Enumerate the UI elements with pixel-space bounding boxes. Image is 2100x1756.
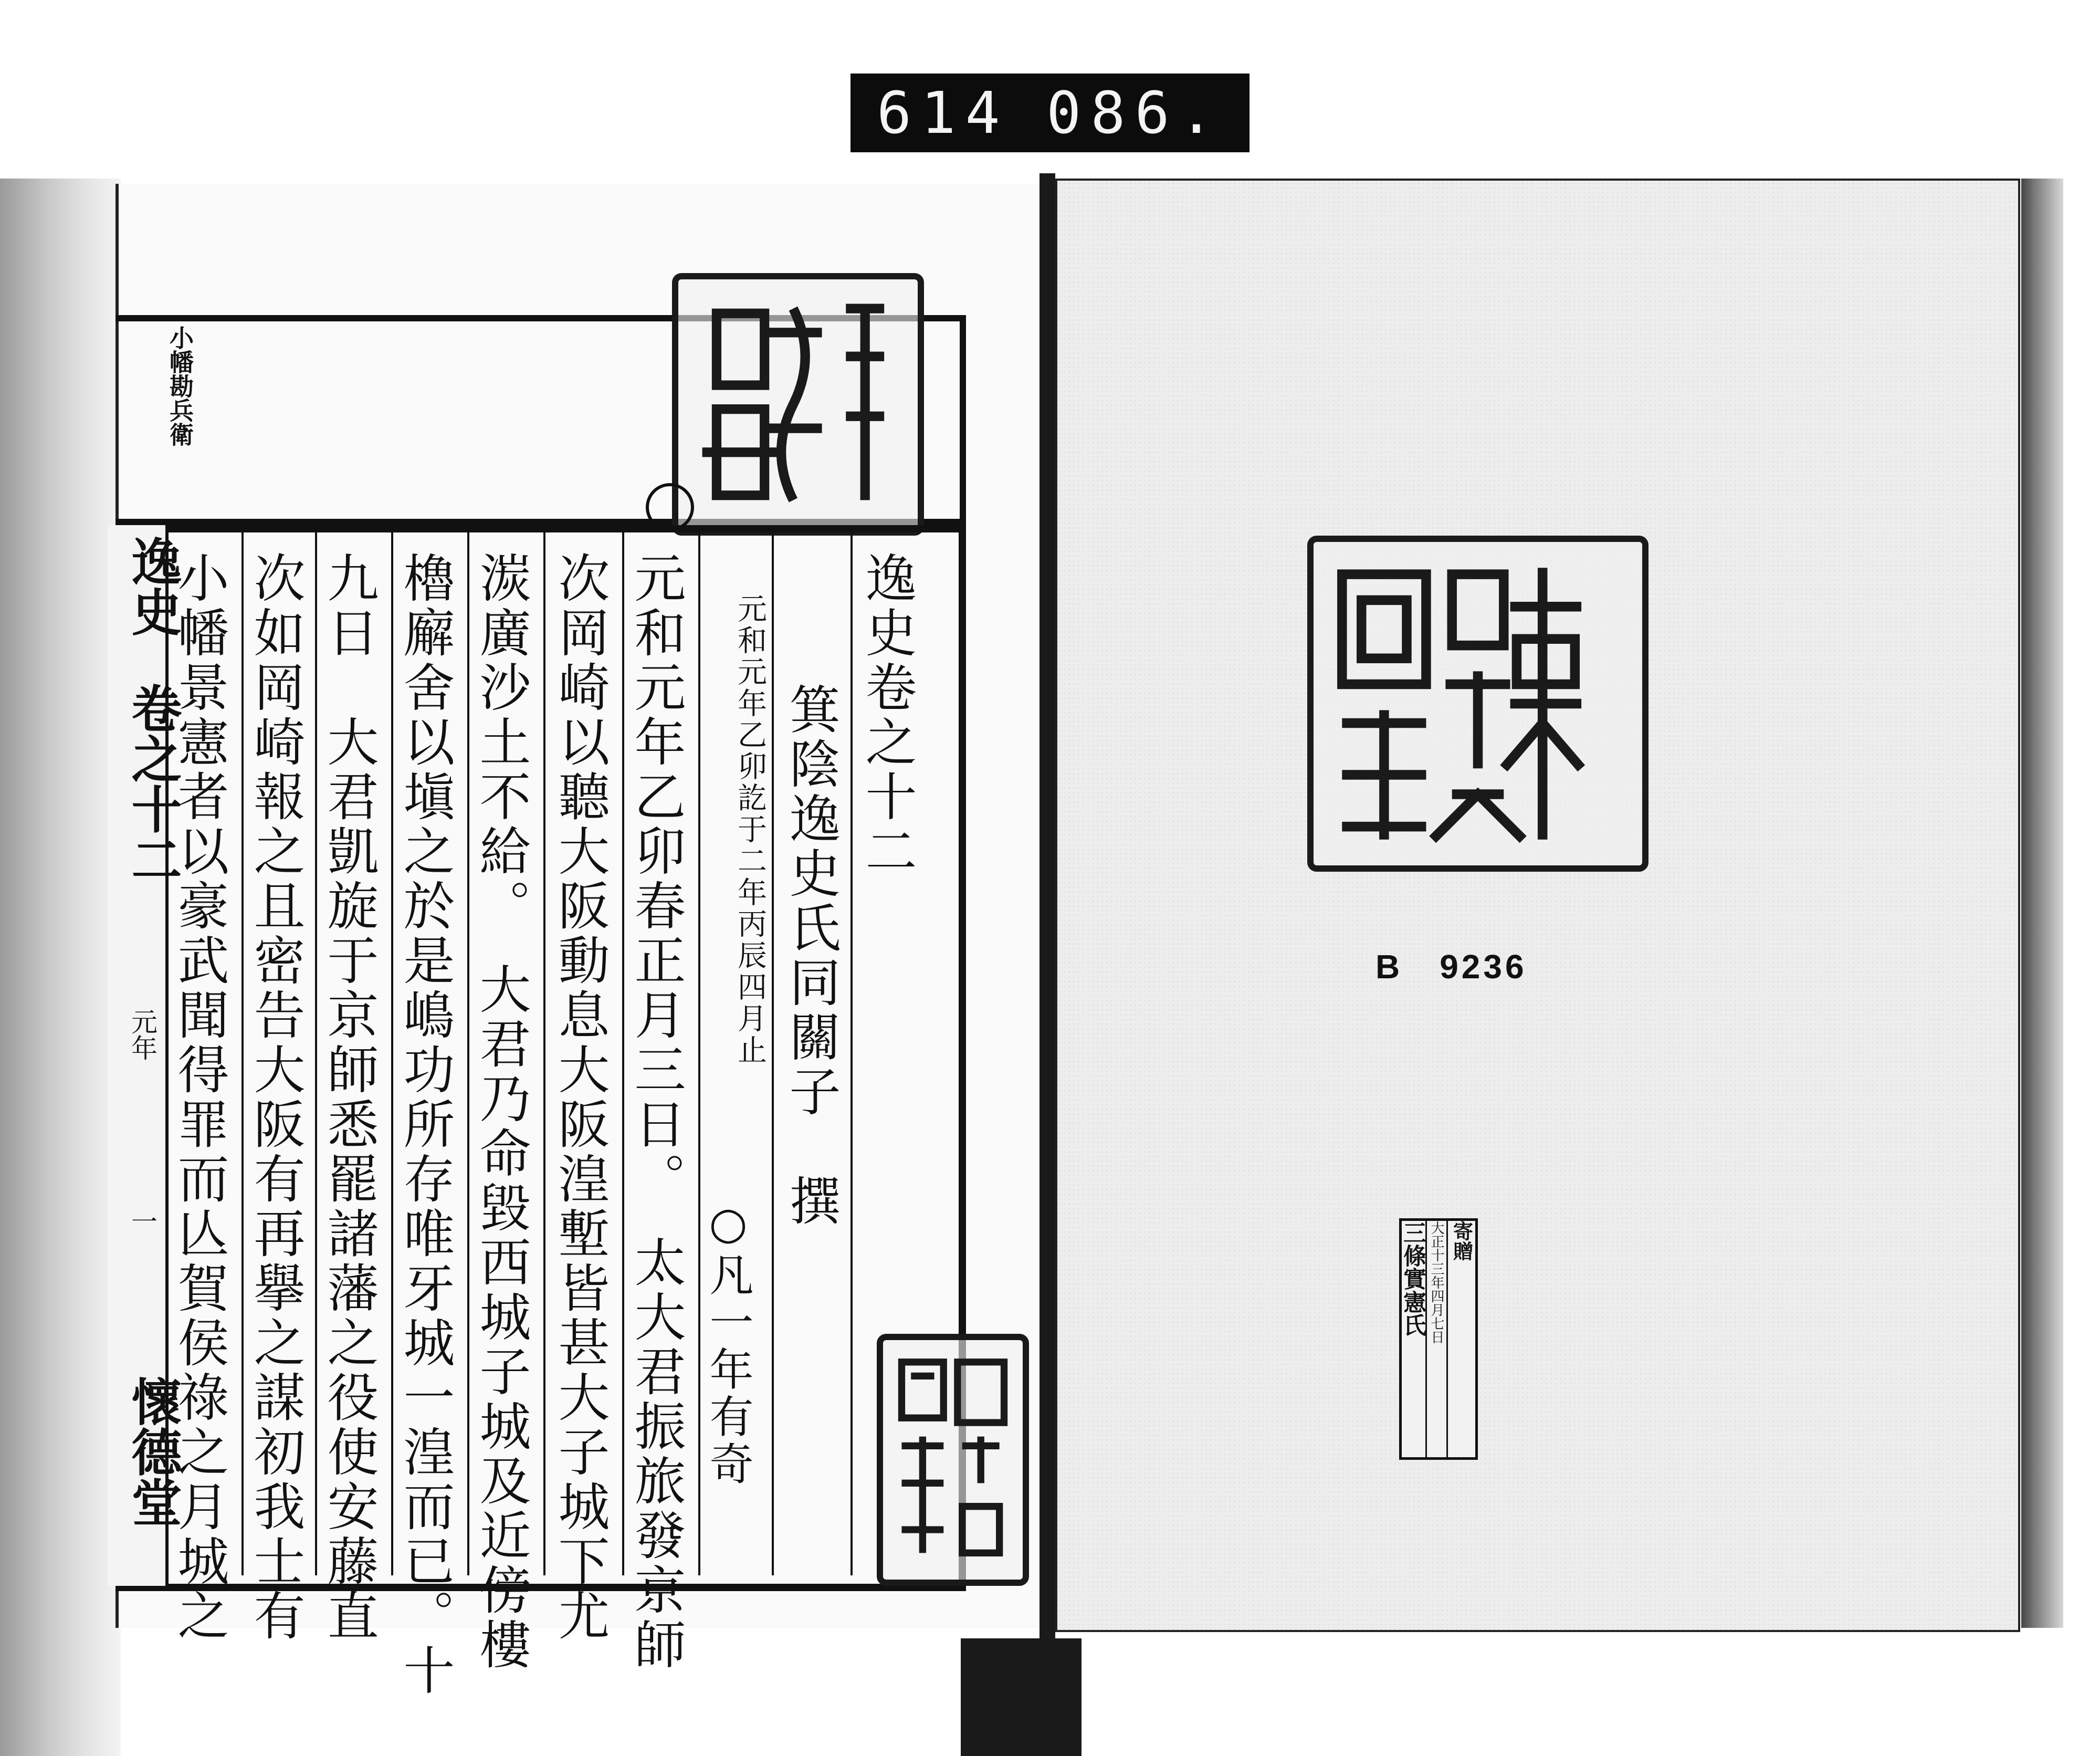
text-column-1: 元和元年乙卯春正月三日。 太大君振旅發京師 — [626, 551, 686, 1673]
book-spine — [1040, 173, 1055, 1743]
edge-label — [108, 525, 183, 1586]
book-spine-bottom — [961, 1638, 1082, 1756]
edge-title: 逸史 — [123, 536, 183, 636]
library-seal-glyphs — [883, 1340, 1023, 1580]
right-page-edge — [2021, 179, 2063, 1628]
text-column-4: 櫓廨舍以塡之於是嶋功所存唯牙城一湟而已。十 — [395, 551, 455, 1698]
film-number-label — [850, 74, 1250, 152]
donation-heading: 寄贈 — [1450, 1221, 1474, 1261]
margin-note: 小幡勘兵衛 — [166, 326, 194, 446]
catalog-number: B 9236 — [1376, 948, 1527, 986]
donation-slip — [1399, 1218, 1478, 1460]
university-library-seal — [1307, 536, 1648, 872]
right-page — [1055, 179, 2020, 1632]
collector-seal — [672, 273, 924, 536]
film-number-left: 614 — [877, 79, 1010, 147]
library-seal — [877, 1334, 1029, 1586]
text-column-5: 九日 大君凱旋于京師悉罷諸藩之役使安藤直 — [319, 551, 379, 1644]
text-column-7: 小幡景憲者以豪武聞得罪而亾賀侯祿之月城之 — [169, 551, 229, 1644]
university-seal-glyphs — [1314, 542, 1642, 865]
circle-mark — [646, 483, 694, 531]
edge-volume: 卷之十二 — [123, 683, 183, 884]
text-column-6: 次如岡崎報之且密告大阪有再擧之謀初我士有 — [245, 551, 305, 1644]
collector-seal-glyphs — [678, 279, 918, 529]
edge-publisher: 懷德堂 — [123, 1376, 183, 1527]
edge-year: 元年 — [127, 1008, 158, 1061]
scan-shadow — [0, 179, 121, 1756]
donor-name: 三條實憲氏 — [1399, 1221, 1426, 1336]
text-column-2: 次岡崎以聽大阪動息大阪湟塹皆甚大子城下尤 — [550, 551, 610, 1644]
edge-page-number: 一 — [127, 1208, 158, 1234]
period-note: 元和元年乙卯訖于二年丙辰四月止 — [733, 593, 767, 1066]
text-column-3: 湠廣沙土不給。 大君乃命毀西城子城及近傍樓 — [471, 551, 531, 1673]
author-line: 箕陰逸史氏同關子 撰 — [781, 683, 841, 1229]
film-number-right: 086. — [1046, 79, 1223, 147]
donation-date: 大正十三年四月七日 — [1429, 1221, 1444, 1344]
period-span: ○凡一年有奇 — [702, 1197, 754, 1488]
volume-title: 逸史卷之十二 — [857, 551, 917, 879]
